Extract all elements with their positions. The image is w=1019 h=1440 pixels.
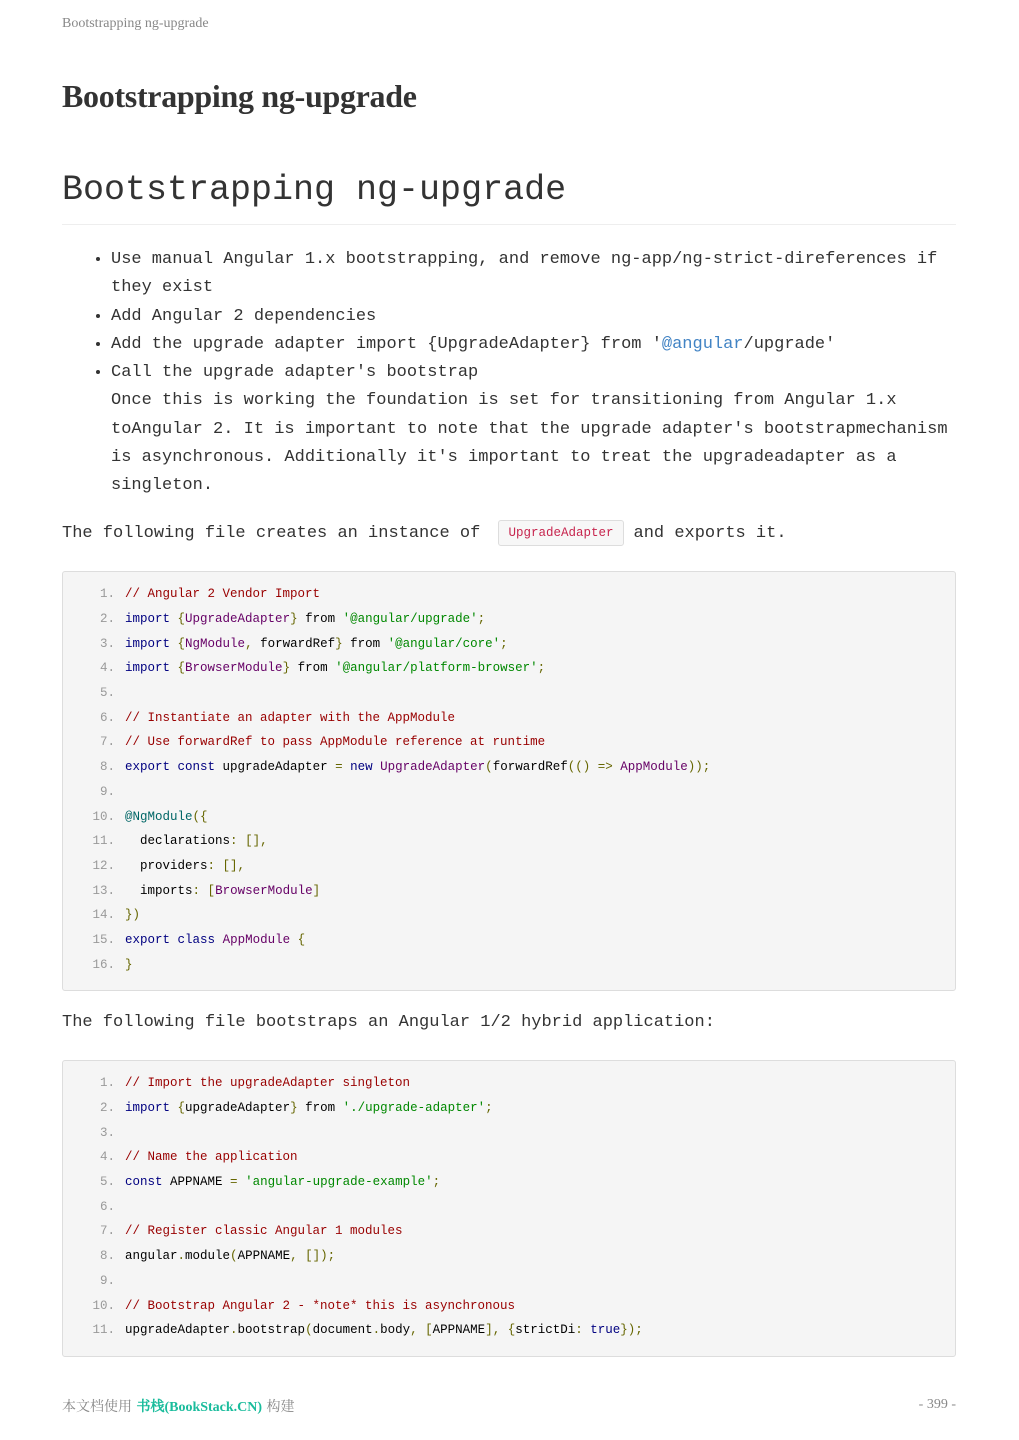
- code-line: [63, 1071, 955, 1096]
- section-title: Bootstrapping ng-upgrade: [62, 170, 956, 225]
- code-token: ,: [290, 1249, 298, 1264]
- code-token: }: [282, 661, 291, 676]
- code-line: [63, 1120, 955, 1145]
- code-text: [125, 1299, 955, 1313]
- code-token: }: [335, 636, 343, 651]
- code-token: =: [335, 760, 343, 775]
- code-token: :: [192, 883, 201, 898]
- line-number: 8.: [99, 1249, 115, 1264]
- code-token: document: [312, 1323, 373, 1338]
- line-number: 14.: [92, 908, 115, 923]
- line-number: 11.: [92, 834, 115, 849]
- code-token: :: [575, 1323, 583, 1338]
- code-line: [63, 681, 955, 706]
- bullet-text: Add Angular 2 dependencies: [111, 306, 377, 326]
- code-line: [63, 1269, 955, 1294]
- code-token: .: [230, 1323, 238, 1338]
- code-token: import: [125, 612, 171, 627]
- bullet-list: [62, 246, 956, 501]
- code-line: [63, 780, 955, 805]
- code-token: ]: [312, 883, 321, 898]
- code-text: [125, 958, 955, 972]
- code-token: // Register classic Angular 1 modules: [125, 1224, 403, 1239]
- code-token: .: [177, 1249, 186, 1264]
- code-token: =>: [597, 760, 613, 775]
- code-token: [373, 760, 381, 774]
- code-line: [63, 1194, 955, 1219]
- code-token: ({: [192, 809, 208, 824]
- code-token: {: [507, 1323, 516, 1338]
- code-token: // Import the upgradeAdapter singleton: [125, 1076, 411, 1091]
- code-token: []);: [305, 1249, 336, 1264]
- bullet-item: [111, 331, 956, 359]
- code-token: [170, 1101, 178, 1115]
- code-token: '@angular/platform-browser': [335, 661, 538, 676]
- code-token: '@angular/core': [387, 636, 501, 651]
- code-token: [170, 760, 178, 774]
- code-token: [],: [222, 858, 246, 873]
- code-token: from: [290, 661, 336, 676]
- code-token: :: [207, 858, 216, 873]
- code-text: [125, 612, 955, 626]
- code-text: [125, 760, 955, 774]
- code-token: {: [177, 661, 186, 676]
- bullet-text: Add the upgrade adapter import {UpgradeAdapter} from ': [111, 334, 662, 354]
- code-token: =: [230, 1175, 238, 1190]
- code-text: [125, 587, 955, 601]
- code-token: export: [125, 932, 171, 947]
- code-token: [170, 933, 178, 947]
- code-line: [63, 1318, 955, 1343]
- code-text: [125, 1224, 955, 1238]
- code-line: [63, 1293, 955, 1318]
- code-line: [63, 854, 955, 879]
- code-token: UpgradeAdapter: [380, 760, 486, 775]
- code-token: // Angular 2 Vendor Import: [125, 587, 321, 602]
- code-token: import: [125, 661, 171, 676]
- code-line: [63, 607, 955, 632]
- line-number: 4.: [99, 1150, 115, 1165]
- bootstrap-paragraph: The following file bootstraps an Angular 1/2 hybrid application:: [62, 1013, 715, 1032]
- code-token: upgradeAdapter: [215, 760, 336, 775]
- line-number: 6.: [99, 710, 115, 725]
- code-token: [215, 933, 223, 947]
- intro-paragraph: [62, 520, 956, 548]
- code-token: from: [297, 612, 343, 627]
- code-token: @NgModule: [125, 809, 193, 824]
- code-token: [500, 1323, 508, 1337]
- code-token: BrowserModule: [215, 883, 313, 898]
- line-number: 2.: [99, 1101, 115, 1116]
- code-text: [125, 810, 955, 824]
- code-token: // Use forwardRef to pass AppModule reference at runtime: [125, 735, 546, 750]
- code-token: ;: [477, 612, 486, 627]
- code-token: ));: [687, 760, 711, 775]
- code-line: [63, 730, 955, 755]
- bullet-text: Use manual Angular 1.x bootstrapping, and remove ng-app/ng-strict-direferences if they exist: [111, 250, 938, 298]
- code-token: upgradeAdapter: [185, 1101, 291, 1116]
- code-text: [125, 1249, 955, 1263]
- code-token: [238, 1175, 246, 1189]
- code-line: [63, 1219, 955, 1244]
- code-line: [63, 705, 955, 730]
- code-token: export: [125, 760, 171, 775]
- code-line: [63, 1096, 955, 1121]
- page-number: - 399 -: [918, 1397, 956, 1412]
- code-token: from: [297, 1101, 343, 1116]
- code-line: [63, 582, 955, 607]
- code-token: forwardRef: [252, 636, 336, 651]
- code-token: [343, 760, 351, 774]
- code-line: [63, 829, 955, 854]
- code-token: // Name the application: [125, 1150, 298, 1165]
- code-token: upgradeAdapter: [125, 1323, 231, 1338]
- line-number: 5.: [99, 686, 115, 701]
- line-number: 1.: [99, 587, 115, 602]
- line-number: 12.: [92, 858, 115, 873]
- code-token: }): [125, 908, 141, 923]
- bullet-text: Call the upgrade adapter's bootstrap: [111, 363, 479, 383]
- line-number: 13.: [92, 883, 115, 898]
- code-token: }: [125, 957, 133, 972]
- code-token: [238, 834, 246, 848]
- code-text: [125, 884, 955, 898]
- line-number: 5.: [99, 1175, 115, 1190]
- code-token: 'angular-upgrade-example': [245, 1175, 433, 1190]
- code-token: ,: [410, 1323, 418, 1338]
- code-line: [63, 631, 955, 656]
- code-token: (: [305, 1323, 313, 1338]
- code-token: }: [290, 612, 298, 627]
- code-line: [63, 1145, 955, 1170]
- code-token: ,: [245, 636, 253, 651]
- code-text: [125, 1076, 955, 1090]
- angular-link[interactable]: @angular: [661, 334, 744, 354]
- code-token: providers: [125, 858, 208, 873]
- code-token: const: [177, 760, 216, 775]
- code-token: ;: [537, 661, 546, 676]
- line-number: 9.: [99, 784, 115, 799]
- code-line: [63, 903, 955, 928]
- code-token: APPNAME: [237, 1249, 291, 1264]
- inline-code: UpgradeAdapter: [498, 520, 623, 546]
- code-token: '@angular/upgrade': [342, 612, 478, 627]
- line-number: 3.: [99, 1125, 115, 1140]
- line-number: 10.: [92, 1298, 115, 1313]
- footer-credit: [62, 1396, 295, 1416]
- line-number: 6.: [99, 1199, 115, 1214]
- code-text: [125, 834, 955, 848]
- line-number: 1.: [99, 1076, 115, 1091]
- code-text: [125, 1150, 955, 1164]
- bullet-item: [111, 359, 956, 500]
- code-token: './upgrade-adapter': [342, 1101, 486, 1116]
- line-number: 15.: [92, 932, 115, 947]
- code-token: ],: [485, 1323, 501, 1338]
- code-token: APPNAME: [432, 1323, 486, 1338]
- code-token: forwardRef: [492, 760, 568, 775]
- line-number: 2.: [99, 612, 115, 627]
- bullet-item: [111, 246, 956, 303]
- code-token: new: [350, 760, 373, 775]
- line-number: 16.: [92, 957, 115, 972]
- code-text: [125, 1175, 955, 1189]
- code-token: ;: [485, 1101, 493, 1116]
- code-token: ((): [567, 760, 591, 775]
- line-number: 8.: [99, 760, 115, 775]
- code-token: imports: [125, 883, 193, 898]
- footer-brand-link[interactable]: 书栈(BookStack.CN): [136, 1400, 263, 1415]
- line-number: 4.: [99, 661, 115, 676]
- code-token: {: [297, 932, 306, 947]
- code-token: // Bootstrap Angular 2 - *note* this is asynchronous: [125, 1298, 516, 1313]
- code-token: });: [620, 1323, 643, 1338]
- footer-prefix: 本文档使用: [62, 1399, 132, 1415]
- code-text: [125, 735, 955, 749]
- code-token: {: [177, 1101, 186, 1116]
- code-token: [290, 933, 298, 947]
- code-text: [125, 661, 955, 675]
- code-token: (: [230, 1249, 238, 1264]
- code-token: class: [177, 932, 216, 947]
- code-token: [170, 637, 178, 651]
- footer-suffix: 构建: [266, 1399, 295, 1415]
- code-token: :: [230, 834, 238, 849]
- code-line: [63, 952, 955, 977]
- code-token: ;: [432, 1175, 441, 1190]
- code-text: [125, 933, 955, 947]
- bullet-item: [111, 303, 956, 331]
- code-line: [63, 656, 955, 681]
- code-line: [63, 804, 955, 829]
- code-token: true: [590, 1323, 621, 1338]
- code-token: module: [185, 1249, 231, 1264]
- code-token: [590, 760, 598, 774]
- code-line: [63, 1244, 955, 1269]
- line-number: 3.: [99, 636, 115, 651]
- code-text: [125, 637, 955, 651]
- code-token: import: [125, 636, 171, 651]
- chapter-title: Bootstrapping ng-upgrade: [62, 78, 417, 114]
- code-token: {: [177, 612, 186, 627]
- code-line: [63, 878, 955, 903]
- code-line: [63, 755, 955, 780]
- code-token: [298, 1249, 306, 1263]
- paragraph-text: The following file creates an instance of: [62, 524, 481, 543]
- code-token: bootstrap: [237, 1323, 306, 1338]
- line-number: 7.: [99, 1224, 115, 1239]
- code-token: // Instantiate an adapter with the AppModule: [125, 710, 456, 725]
- paragraph-text: and exports it.: [633, 524, 787, 543]
- code-token: [: [207, 883, 216, 898]
- code-token: import: [125, 1101, 171, 1116]
- code-token: angular: [125, 1249, 178, 1264]
- code-token: }: [290, 1101, 298, 1116]
- code-text: [125, 859, 955, 873]
- bullet-text: /upgrade': [743, 334, 836, 354]
- code-block-bootstrap: [62, 1060, 956, 1357]
- code-block-upgrade-adapter: [62, 571, 956, 991]
- code-line: [63, 1170, 955, 1195]
- bullet-text: Once this is working the foundation is set for transitioning from Angular 1.x toAngular 2. It is important to note that the upgrade adapter's bootstrapmechanism is asynchronous. Additionally it's important to treat the upgradeadapter as a singleton.: [111, 391, 948, 496]
- code-token: [170, 661, 178, 675]
- line-number: 9.: [99, 1273, 115, 1288]
- code-text: [125, 908, 955, 922]
- code-token: (: [485, 760, 493, 775]
- code-token: [],: [245, 834, 268, 849]
- code-token: [200, 884, 208, 898]
- code-token: .: [372, 1323, 381, 1338]
- code-token: AppModule: [222, 932, 291, 947]
- line-number: 11.: [92, 1323, 115, 1338]
- code-token: ;: [500, 636, 508, 651]
- code-token: {: [177, 636, 186, 651]
- code-token: [215, 859, 223, 873]
- code-token: body: [380, 1323, 411, 1338]
- code-text: [125, 1323, 955, 1337]
- code-token: BrowserModule: [185, 661, 283, 676]
- code-token: [: [425, 1323, 433, 1338]
- code-line: [63, 928, 955, 953]
- code-token: const: [125, 1175, 163, 1190]
- line-number: 10.: [92, 809, 115, 824]
- code-token: declarations: [125, 834, 231, 849]
- code-token: NgModule: [185, 636, 246, 651]
- line-number: 7.: [99, 735, 115, 750]
- code-token: AppModule: [620, 760, 688, 775]
- code-token: UpgradeAdapter: [185, 612, 291, 627]
- code-text: [125, 1101, 955, 1115]
- running-header: Bootstrapping ng-upgrade: [62, 16, 209, 31]
- code-token: from: [342, 636, 388, 651]
- code-text: [125, 711, 955, 725]
- code-token: APPNAME: [162, 1175, 231, 1190]
- code-token: [170, 612, 178, 626]
- code-token: strictDi: [515, 1323, 576, 1338]
